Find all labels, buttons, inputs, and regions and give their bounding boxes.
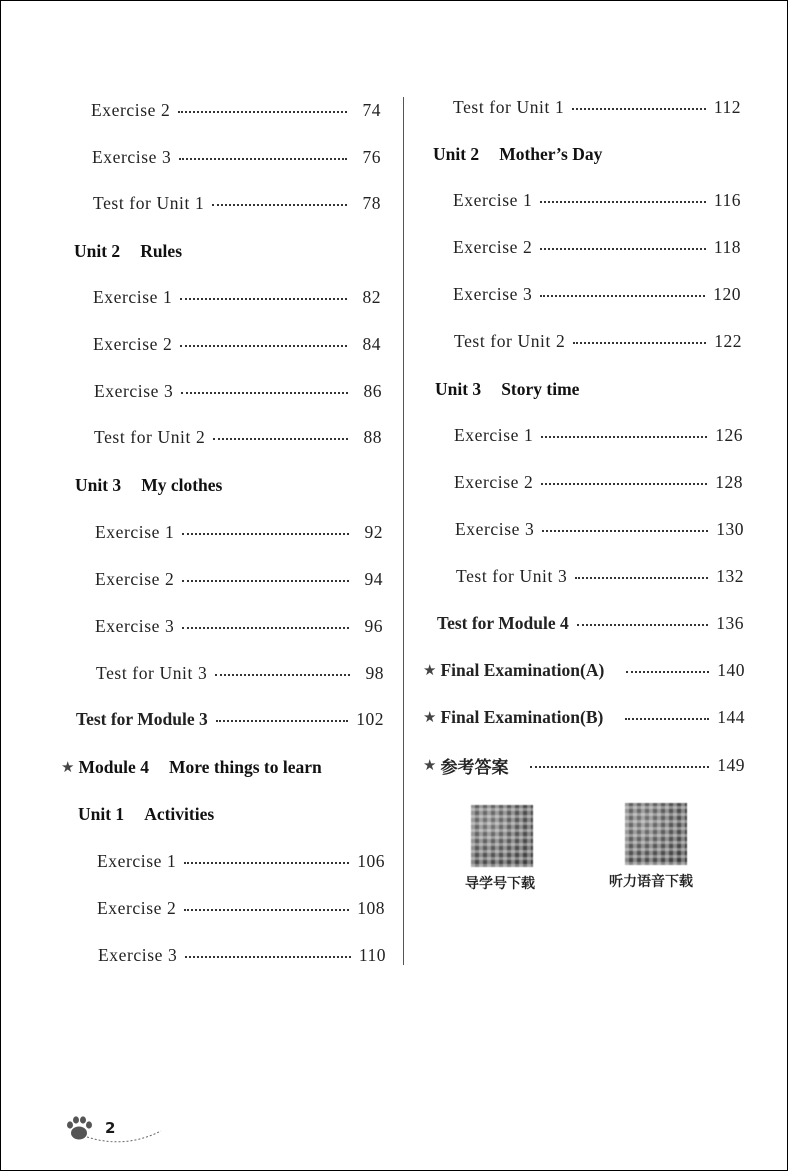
leader-dots <box>540 248 706 250</box>
toc-entry[interactable] <box>95 611 383 641</box>
entry-label: Exercise 1 <box>454 424 534 445</box>
toc-entry[interactable] <box>97 846 385 876</box>
entry-label: Test for Unit 1 <box>453 96 565 117</box>
entry-label: Test for Unit 3 <box>96 662 208 683</box>
entry-label: Test for Unit 1 <box>93 192 205 213</box>
toc-entry[interactable] <box>455 514 744 544</box>
leader-dots <box>625 718 709 720</box>
entry-label: Exercise 3 <box>455 518 535 539</box>
leader-dots <box>182 533 349 535</box>
entry-label: Test for Module 4 <box>437 612 569 633</box>
page-footer <box>65 1113 115 1143</box>
entry-label: Exercise 1 <box>93 286 173 307</box>
leader-dots <box>575 577 708 579</box>
entry-label: Test for Module 3 <box>76 708 208 729</box>
qr-caption: 听力语音下载 <box>609 874 693 890</box>
entry-label: Exercise 3 <box>95 615 175 636</box>
entry-page: 112 <box>713 96 741 117</box>
leader-dots <box>540 295 705 297</box>
leader-dots <box>212 204 347 206</box>
leader-dots <box>572 108 706 110</box>
leader-dots <box>540 201 706 203</box>
toc-entry[interactable] <box>95 517 383 547</box>
entry-page: 128 <box>715 471 743 492</box>
entry-label: Exercise 1 <box>453 189 533 210</box>
leader-dots <box>178 111 347 113</box>
entry-page: 102 <box>356 708 384 729</box>
entry-label: Test for Unit 3 <box>456 565 568 586</box>
toc-entry[interactable] <box>454 420 743 450</box>
toc-entry[interactable] <box>456 561 744 591</box>
leader-dots <box>541 483 707 485</box>
entry-page: 110 <box>358 944 386 965</box>
star-icon: ★ <box>423 662 437 679</box>
entry-page: 149 <box>717 754 745 775</box>
entry-page: 82 <box>362 286 381 307</box>
page-number: 2 <box>105 1119 116 1137</box>
module-heading[interactable] <box>61 752 322 782</box>
unit-title: Story time <box>501 378 580 399</box>
leader-dots <box>185 956 351 958</box>
toc-entry[interactable] <box>93 329 381 359</box>
unit-title: Mother’s Day <box>499 143 603 164</box>
entry-page: 96 <box>364 615 383 636</box>
star-icon: ★ <box>423 757 437 774</box>
entry-page: 130 <box>716 518 744 539</box>
toc-entry[interactable] <box>454 326 742 356</box>
star-icon: ★ <box>61 759 75 776</box>
toc-entry[interactable] <box>97 893 385 923</box>
entry-label: Test for Unit 2 <box>454 330 566 351</box>
entry-page: 98 <box>365 662 384 683</box>
module-title: More things to learn <box>168 756 322 777</box>
leader-dots <box>577 624 709 626</box>
unit-heading[interactable] <box>78 799 214 829</box>
entry-label: Exercise 2 <box>93 333 173 354</box>
entry-page: 76 <box>362 146 381 167</box>
entry-label: Exercise 2 <box>454 471 534 492</box>
leader-dots <box>541 436 707 438</box>
unit-heading[interactable] <box>75 470 222 500</box>
entry-page: 92 <box>364 521 383 542</box>
leader-dots <box>542 530 708 532</box>
unit-heading[interactable] <box>74 236 182 266</box>
entry-label: Exercise 2 <box>91 99 171 120</box>
toc-entry[interactable] <box>98 940 386 970</box>
unit-title: Activities <box>144 803 215 824</box>
entry-page: 106 <box>357 850 385 871</box>
leader-dots <box>216 720 349 722</box>
entry-label: Final Examination(B) <box>440 706 604 727</box>
leader-dots <box>184 862 349 864</box>
toc-entry[interactable] <box>96 658 384 688</box>
entry-label: Test for Unit 2 <box>94 426 206 447</box>
unit-number: Unit 3 <box>435 378 482 399</box>
entry-page: 88 <box>363 426 382 447</box>
final-exam-a-entry[interactable] <box>423 655 745 685</box>
toc-entry[interactable] <box>94 422 382 452</box>
unit-number: Unit 2 <box>433 143 480 164</box>
entry-label: 参考答案 <box>440 757 509 778</box>
unit-number: Unit 2 <box>74 240 121 261</box>
unit-number: Unit 3 <box>75 474 122 495</box>
leader-dots <box>182 580 349 582</box>
toc-entry[interactable] <box>453 92 741 122</box>
leader-dots <box>180 298 347 300</box>
entry-page: 126 <box>715 424 743 445</box>
entry-page: 140 <box>717 659 745 680</box>
unit-title: Rules <box>140 240 182 261</box>
entry-page: 132 <box>716 565 744 586</box>
entry-label: Exercise 2 <box>453 236 533 257</box>
toc-entry[interactable] <box>93 282 381 312</box>
module-number: Module 4 <box>78 756 149 777</box>
toc-entry[interactable] <box>91 95 381 125</box>
entry-page: 116 <box>713 189 741 210</box>
entry-label: Exercise 3 <box>92 146 172 167</box>
qr-caption: 导学号下载 <box>465 876 535 892</box>
unit-heading[interactable] <box>435 374 579 404</box>
entry-page: 74 <box>362 99 381 120</box>
qr-code-icon[interactable] <box>625 803 687 865</box>
toc-entry[interactable] <box>453 279 741 309</box>
module-test-entry[interactable] <box>76 704 384 734</box>
leader-dots <box>179 158 347 160</box>
entry-page: 84 <box>362 333 381 354</box>
toc-entry[interactable] <box>95 564 383 594</box>
entry-page: 94 <box>364 568 383 589</box>
entry-label: Exercise 1 <box>95 521 175 542</box>
entry-page: 122 <box>714 330 742 351</box>
star-icon: ★ <box>423 709 437 726</box>
toc-entry[interactable] <box>453 232 741 262</box>
entry-page: 108 <box>357 897 385 918</box>
leader-dots <box>180 345 347 347</box>
leader-dots <box>184 909 349 911</box>
entry-label: Exercise 2 <box>97 897 177 918</box>
entry-page: 86 <box>363 380 382 401</box>
toc-entry[interactable] <box>454 467 743 497</box>
toc-entry[interactable] <box>93 188 381 218</box>
leader-dots <box>215 674 350 676</box>
entry-label: Exercise 1 <box>97 850 177 871</box>
entry-page: 136 <box>716 612 744 633</box>
answers-entry[interactable] <box>423 750 745 780</box>
entry-page: 118 <box>713 236 741 257</box>
entry-label: Exercise 3 <box>453 283 533 304</box>
module-test-entry[interactable] <box>437 608 744 638</box>
final-exam-b-entry[interactable] <box>423 702 745 732</box>
unit-number: Unit 1 <box>78 803 125 824</box>
leader-dots <box>182 627 349 629</box>
entry-label: Exercise 3 <box>94 380 174 401</box>
leader-dots <box>213 438 348 440</box>
unit-title: My clothes <box>141 474 223 495</box>
column-divider <box>403 97 404 965</box>
entry-label: Exercise 2 <box>95 568 175 589</box>
toc-entry[interactable] <box>94 376 382 406</box>
toc-entry[interactable] <box>92 142 381 172</box>
entry-label: Exercise 3 <box>98 944 178 965</box>
leader-dots <box>530 766 709 768</box>
leader-dots <box>181 392 348 394</box>
entry-page: 120 <box>713 283 741 304</box>
leader-dots <box>626 671 709 673</box>
qr-code-icon[interactable] <box>471 805 533 867</box>
unit-heading[interactable] <box>433 139 602 169</box>
decorative-curve <box>85 1127 165 1145</box>
entry-page: 144 <box>717 706 745 727</box>
toc-entry[interactable] <box>453 185 741 215</box>
leader-dots <box>573 342 706 344</box>
entry-label: Final Examination(A) <box>440 659 605 680</box>
entry-page: 78 <box>362 192 381 213</box>
